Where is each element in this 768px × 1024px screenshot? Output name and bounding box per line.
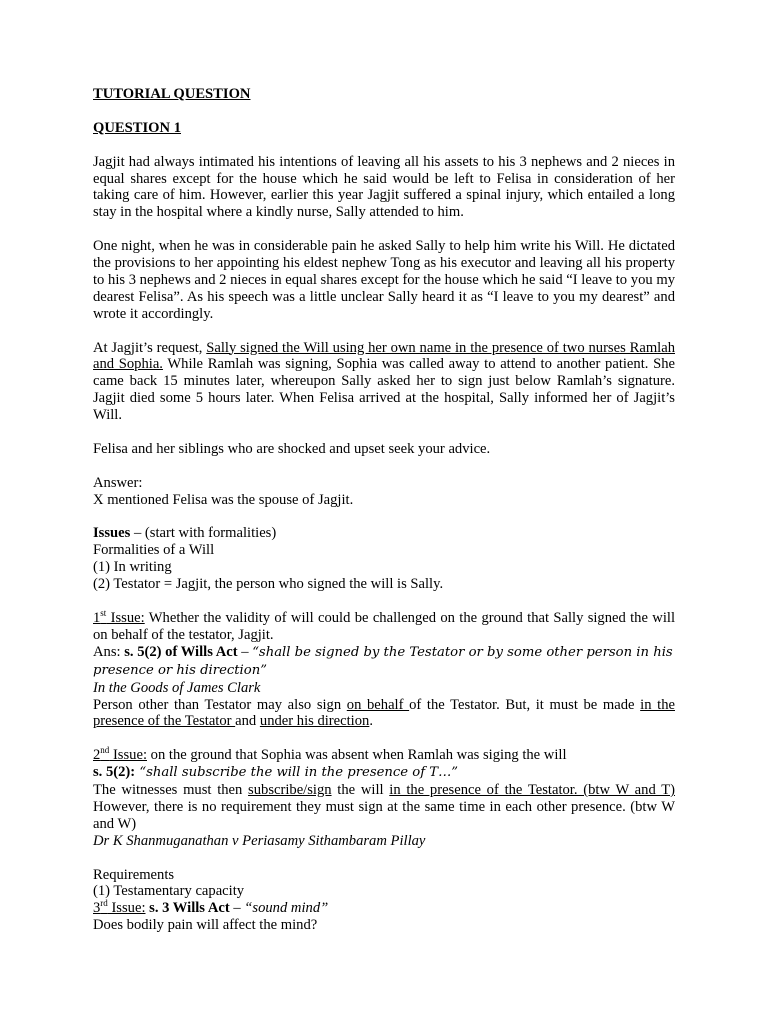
issue-2-explanation: The witnesses must then subscribe/sign the will in the presence of the Testator. (btw W and T) However, there is no requirement they must sign at the same time in each other presence. (btw W and W) bbox=[93, 782, 675, 832]
question-paragraph-1: Jagjit had always intimated his intentions of leaving all his assets to his 3 nephews and 2 nieces in equal shares except for the house which he said would be left to Felisa in consideration of her taking care of him. However, earlier this year Jagjit suffered a spinal injury, which entailed a long stay in the hospital where a kindly nurse, Sally attended to him. bbox=[93, 153, 675, 221]
issue-1-case: In the Goods of James Clark bbox=[93, 679, 261, 696]
question-label: QUESTION 1 bbox=[93, 119, 181, 136]
p3-underlined: Sally signed the Will using her own name in the presence of two nurses Ramlah and Sophia. bbox=[93, 339, 675, 373]
question-paragraph-3 bbox=[93, 340, 675, 425]
issues-heading bbox=[93, 525, 675, 542]
issues-heading-bold: Issues bbox=[93, 525, 131, 542]
issue-1-answer: Ans: s. 5(2) of Wills Act – “shall be signed by the Testator or by some other person in his presence or his direction” bbox=[93, 643, 673, 678]
issue-2-quote: “shall subscribe the will in the presence of T…” bbox=[135, 765, 459, 781]
issue-2-statement bbox=[93, 747, 675, 764]
formalities-label: Formalities of a Will bbox=[93, 542, 215, 559]
answer-line: X mentioned Felisa was the spouse of Jagjit. bbox=[93, 491, 354, 508]
issue-1-section: s. 5(2) of Wills Act bbox=[124, 643, 238, 660]
issues-heading-rest: – (start with formalities) bbox=[130, 525, 277, 542]
p3-text-b: While Ramlah was signing, Sophia was called away to attend to another patient. She came back 15 minutes later, whereupon Sally asked her to sign just below Ramlah’s signature. Jagjit died some 5 hours later. When Felisa arrived at the hospital, Sally informed her of Jagjit’s Will. bbox=[93, 356, 675, 424]
formality-item-2: (2) Testator = Jagjit, the person who signed the will is Sally. bbox=[93, 576, 444, 593]
issue-3-statement: 3rd Issue: s. 3 Wills Act – “sound mind” bbox=[93, 898, 329, 917]
document-title: TUTORIAL QUESTION bbox=[93, 86, 251, 102]
p3-text-a: At Jagjit’s request, bbox=[93, 339, 207, 356]
question-paragraph-2: One night, when he was in considerable pain he asked Sally to help him write his Will. He dictated the provisions to her appointing his eldest nephew Tong as his executor and leaving all his property to his 3 nephews and 2 nieces in equal shares except for the house which he said “I leave to you my dearest Felisa”. As his speech was a little unclear Sally heard it as “I leave to you my dearest” and wrote it accordingly. bbox=[93, 238, 675, 322]
issue-1-explanation: Person other than Testator may also sign on behalf of the Testator. But, it must be made in the presence of the Testator and under his direction. bbox=[93, 696, 675, 730]
answer-label: Answer: bbox=[93, 474, 143, 491]
issue-1-label: 1st Issue: bbox=[93, 608, 145, 626]
issue-3-quote: “sound mind” bbox=[244, 900, 329, 917]
issue-3-question: Does bodily pain will affect the mind? bbox=[93, 917, 318, 934]
issue-2-section: s. 5(2): “shall subscribe the will in the presence of T…” bbox=[93, 764, 459, 781]
requirements-label: Requirements bbox=[93, 866, 175, 883]
question-paragraph-4: Felisa and her siblings who are shocked and upset seek your advice. bbox=[93, 440, 491, 457]
issue-2-text: on the ground that Sophia was absent when Ramlah was siging the will bbox=[147, 747, 567, 764]
formality-item-1: (1) In writing bbox=[93, 559, 172, 576]
issue-2-label: 2nd Issue: bbox=[93, 745, 147, 764]
issue-2-case: Dr K Shanmuganathan v Periasamy Sithambaram Pillay bbox=[93, 832, 426, 849]
issue-1-statement bbox=[93, 610, 675, 644]
issue-3-label: 3rd Issue: bbox=[93, 898, 146, 917]
issue-1-text: Whether the validity of will could be challenged on the ground that Sally signed the will on behalf of the testator, Jagjit. bbox=[93, 609, 675, 643]
issue-1-quote: “shall be signed by the Testator or by some other person in his presence or his direction” bbox=[93, 644, 673, 678]
requirement-item-1: (1) Testamentary capacity bbox=[93, 883, 245, 900]
document-page bbox=[93, 86, 675, 934]
